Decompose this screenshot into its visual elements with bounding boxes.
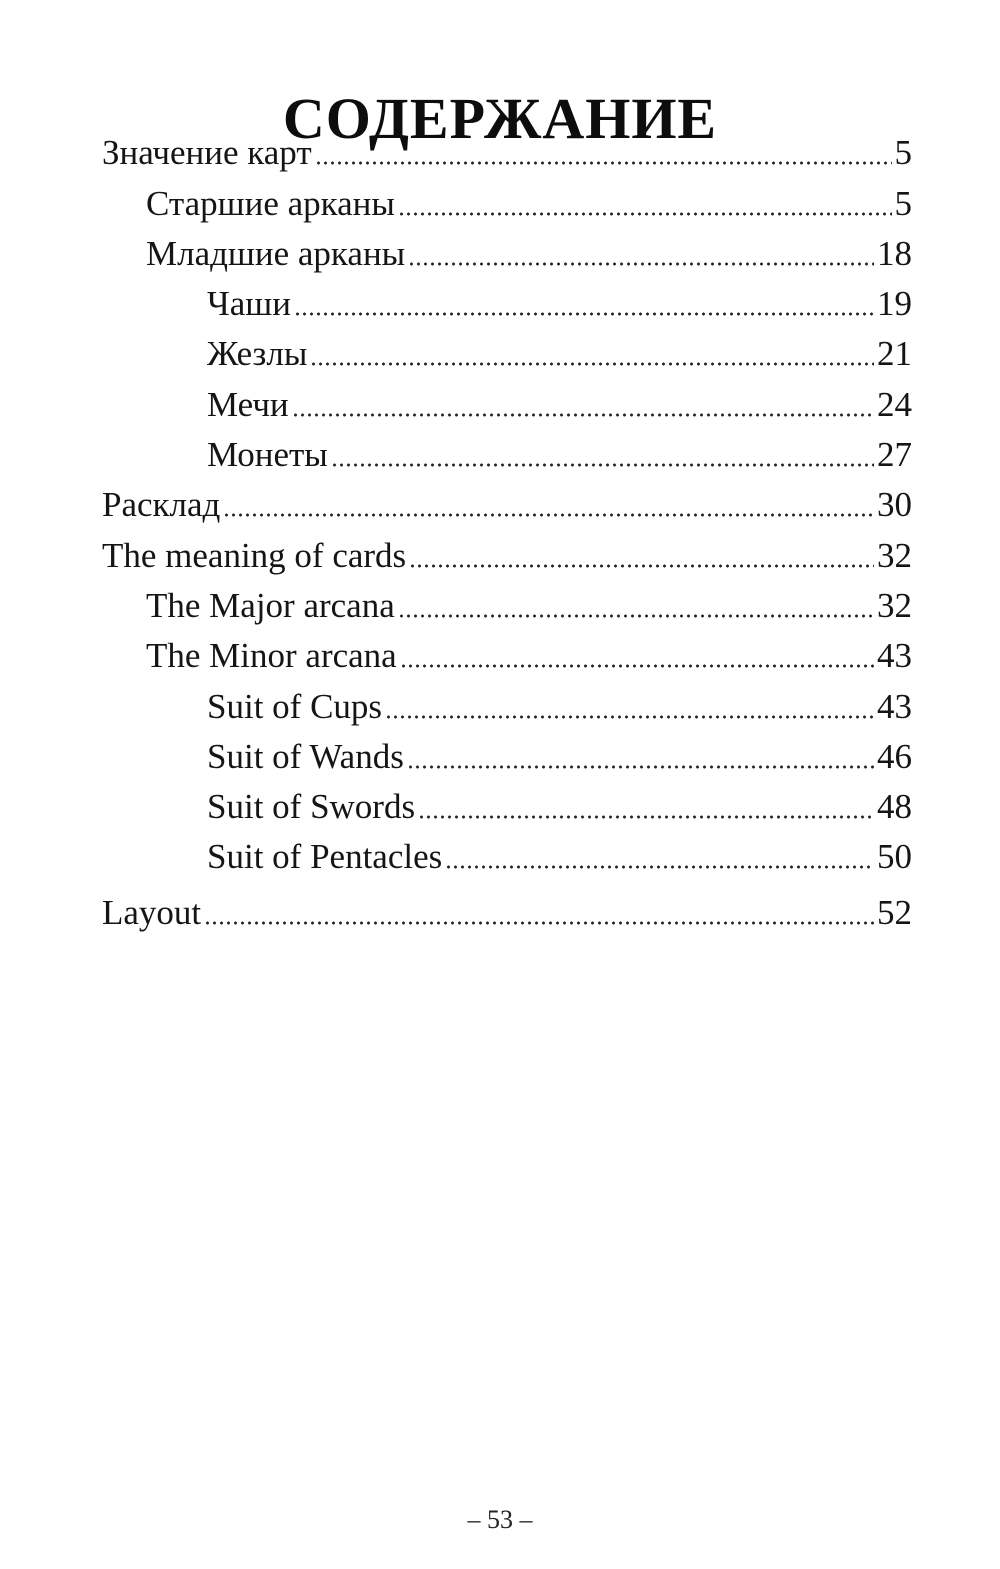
toc-entry-label: Жезлы [207,334,308,374]
toc-entry-page: 30 [877,485,912,525]
toc-entry-layout[interactable] [0,887,1000,937]
toc-entry-page: 21 [877,334,912,374]
dot-leader [398,612,874,620]
toc-entry-card-meanings[interactable] [0,128,1000,178]
toc-entry-label: Мечи [207,384,289,424]
toc-entry-label: The Minor arcana [146,636,397,676]
dot-leader [409,562,874,570]
dot-leader [385,713,874,721]
toc-entry-page: 24 [877,384,912,424]
page-title: СОДЕРЖАНИЕ [282,85,718,151]
dot-leader [315,159,892,167]
toc-entry-page: 5 [894,183,912,223]
dot-leader [310,360,874,368]
dot-leader [408,260,874,268]
dot-leader [418,813,874,821]
toc-entry-label: The Major arcana [146,585,395,625]
toc-entry-page: 27 [877,435,912,475]
toc-entry-label: Suit of Pentacles [207,837,443,877]
toc-entry-coins-ru[interactable] [0,430,1000,480]
toc-entry-spread-ru[interactable] [0,480,1000,530]
toc-entry-label: Значение карт [102,133,312,173]
toc-entry-page: 5 [894,133,912,173]
toc-entry-label: Старшие арканы [146,183,395,223]
toc-entry-suit-of-pentacles[interactable] [0,832,1000,882]
toc-entry-label: Suit of Wands [207,736,404,776]
toc-entry-page: 19 [877,284,912,324]
toc-entry-label: Suit of Cups [207,686,383,726]
dot-leader [331,461,874,469]
toc-entry-label: Младшие арканы [146,233,406,273]
toc-entry-swords-ru[interactable] [0,379,1000,429]
toc-entry-meaning-of-cards[interactable] [0,530,1000,580]
toc-entry-suit-of-wands[interactable] [0,732,1000,782]
toc-entry-major-arcana[interactable] [0,581,1000,631]
page-number: – 53 – [467,1505,533,1534]
toc-entry-suit-of-swords[interactable] [0,782,1000,832]
toc-entry-cups-ru[interactable] [0,279,1000,329]
toc-entry-major-arcana-ru[interactable] [0,178,1000,228]
toc-entry-page: 32 [877,535,912,575]
dot-leader [407,763,874,771]
toc-entry-page: 43 [877,686,912,726]
toc-entry-label: Layout [102,892,202,932]
dot-leader [398,210,892,218]
toc-entry-suit-of-cups[interactable] [0,681,1000,731]
toc-entry-label: Расклад [102,485,221,525]
toc-entry-label: Монеты [207,435,328,475]
toc-entry-page: 52 [877,892,912,932]
dot-leader [292,411,874,419]
toc-entry-page: 48 [877,787,912,827]
toc-entry-page: 18 [877,233,912,273]
toc-entry-wands-ru[interactable] [0,329,1000,379]
dot-leader [400,662,874,670]
toc-entry-label: Suit of Swords [207,787,416,827]
toc-entry-page: 46 [877,736,912,776]
toc-entry-page: 50 [877,837,912,877]
dot-leader [204,919,874,927]
toc-entry-label: The meaning of cards [102,535,407,575]
table-of-contents [0,128,1000,938]
dot-leader [445,863,874,871]
toc-entry-page: 43 [877,636,912,676]
toc-entry-minor-arcana[interactable] [0,631,1000,681]
toc-entry-minor-arcana-ru[interactable] [0,229,1000,279]
dot-leader [294,310,874,318]
dot-leader [223,511,874,519]
toc-entry-page: 32 [877,585,912,625]
toc-entry-label: Чаши [207,284,291,324]
